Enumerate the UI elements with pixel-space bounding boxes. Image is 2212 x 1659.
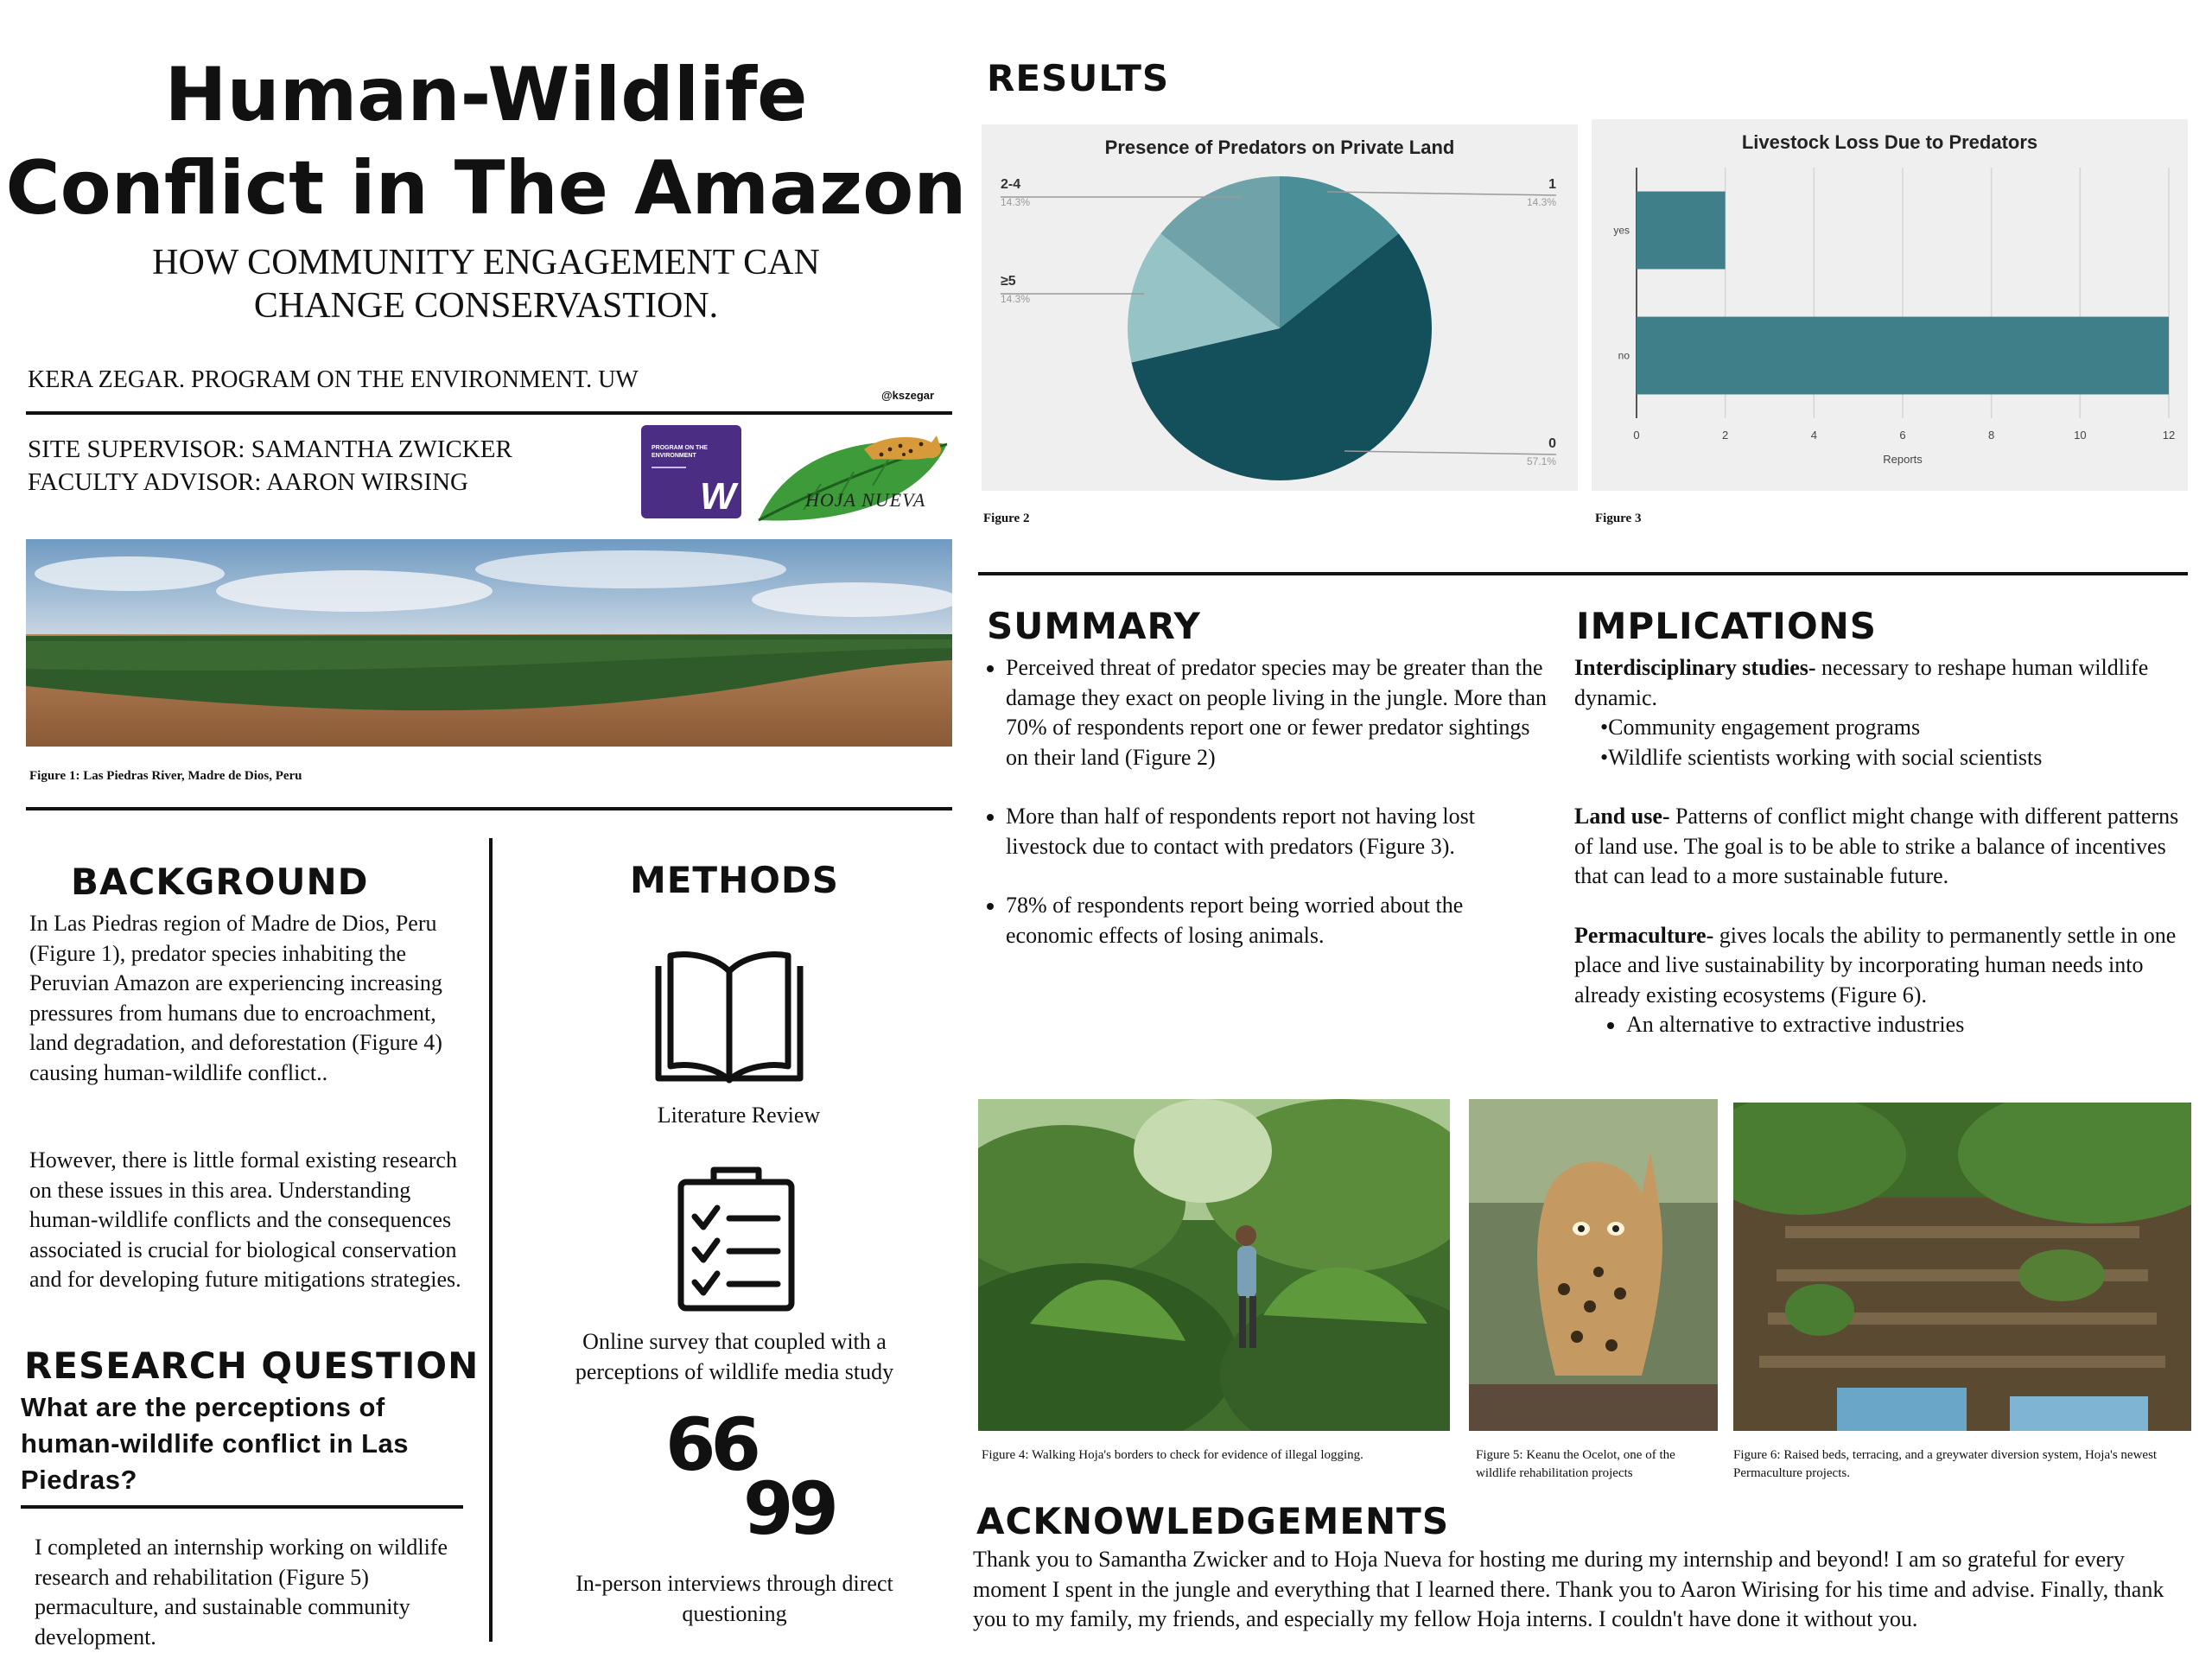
implications-land-use	[1574, 802, 2188, 892]
bar-x-tick-label: 2	[1722, 429, 1729, 442]
acknowledgements-heading: ACKNOWLEDGEMENTS	[976, 1500, 1450, 1542]
pie-label: 0	[1548, 436, 1556, 451]
bar-chart-panel	[1592, 119, 2188, 491]
methods-item-literature: Literature Review	[657, 1103, 821, 1128]
methods-heading: METHODS	[629, 859, 840, 901]
figure6-caption: Figure 6: Raised beds, terracing, and a greywater diversion system, Hoja's newest Permaculture projects.	[1733, 1448, 2158, 1480]
methods-item-interviews: In-person interviews through direct questioning	[575, 1571, 893, 1626]
section-divider-left	[26, 807, 952, 810]
internship-text: I completed an internship working on wildlife research and rehabilitation (Figure 5) permaculture, and sustainable community development.	[35, 1535, 448, 1649]
summary-list	[980, 653, 1550, 980]
title-divider	[26, 411, 952, 415]
research-question-heading: RESEARCH QUESTION	[24, 1344, 480, 1387]
implications-p2-label: Land use-	[1574, 804, 1670, 829]
background-para1: In Las Piedras region of Madre de Dios, Peru (Figure 1), predator species inhabiting the Peruvian Amazon are experiencing increasing pressures from humans due to encroachment, land degradation, and deforestation (Figure 4) causing human-wildlife conflict..	[29, 911, 442, 1085]
hoja-nueva-wordmark: HOJA NUEVA	[805, 489, 926, 511]
pie-label: 2-4	[1001, 177, 1021, 192]
las-piedras-river-photo	[26, 539, 952, 747]
pie-percent-label: 14.3%	[1001, 196, 1031, 208]
figure1-caption: Figure 1: Las Piedras River, Madre de Dios, Peru	[29, 769, 302, 783]
implications-sub2: •Wildlife scientists working with social scientists	[1600, 744, 2043, 770]
uw-program-logo	[641, 425, 741, 518]
pie-label: 1	[1548, 177, 1556, 192]
checklist-icon	[676, 1163, 797, 1312]
bar-chart	[1592, 119, 2188, 491]
summary-bullet: • 78% of respondents report being worried about the economic effects of losing animals.	[1006, 891, 1550, 950]
author-handle: @kszegar	[881, 389, 935, 402]
fig4-jungle-photo	[978, 1099, 1450, 1431]
poster-title-line2: Conflict in The Amazon	[5, 145, 967, 232]
bar-no	[1637, 317, 2169, 395]
bar-chart-title: Livestock Loss Due to Predators	[1741, 131, 2038, 153]
pie-percent-label: 14.3%	[1001, 293, 1031, 305]
pie-leader-line	[1344, 451, 1556, 454]
implications-p3-bullet: • An alternative to extractive industries	[1626, 1010, 2188, 1040]
implications-p3-text: gives locals the ability to permanently settle in one place and live sustainability by incorporating human needs into already existing ecosystems (Figure 6).	[1574, 922, 2177, 1007]
column-divider	[489, 838, 493, 1642]
bar-x-tick-label: 12	[2162, 429, 2176, 442]
bar-x-axis-label: Reports	[1883, 453, 1923, 466]
figure2-caption: Figure 2	[983, 512, 1030, 525]
bar-category-label: no	[1618, 349, 1630, 362]
figure4-caption: Figure 4: Walking Hoja's borders to check for evidence of illegal logging.	[982, 1448, 1363, 1462]
pie-percent-label: 57.1%	[1526, 455, 1556, 467]
pie-label: ≥5	[1001, 274, 1016, 289]
hoja-nueva-logo	[752, 423, 952, 524]
implications-permaculture	[1574, 921, 2188, 1011]
bar-x-tick-label: 10	[2074, 429, 2087, 442]
uw-logo-text: PROGRAM ON THE ENVIRONMENT	[652, 445, 708, 459]
background-para2: However, there is little formal existing research on these issues in this area. Understanding human-wildlife conflicts and the consequences associated is crucial for biological conservation and for developing future mitigations strategies.	[29, 1147, 461, 1292]
poster-title-line1: Human-Wildlife	[164, 52, 808, 138]
summary-bullet: • More than half of respondents report not having lost livestock due to contact with predators (Figure 3).	[1006, 802, 1550, 861]
implications-sub1: •Community engagement programs	[1600, 715, 1921, 740]
implications-body	[1574, 653, 2188, 1040]
implications-heading: IMPLICATIONS	[1576, 605, 1878, 647]
implications-p1-text: necessary to reshape human wildlife dynamic.	[1574, 655, 2149, 710]
fig6-permaculture-photo	[1733, 1103, 2191, 1431]
uw-logo-letter: W	[700, 475, 736, 518]
bar-category-label: yes	[1613, 224, 1630, 237]
author-line: KERA ZEGAR. PROGRAM ON THE ENVIRONMENT. UW	[28, 366, 639, 393]
pie-chart-panel	[982, 124, 1578, 491]
results-divider	[978, 572, 2188, 575]
pie-chart	[982, 124, 1578, 491]
results-heading: RESULTS	[987, 57, 1170, 99]
faculty-advisor: FACULTY ADVISOR: AARON WIRSING	[28, 468, 468, 496]
bar-x-tick-label: 0	[1633, 429, 1640, 442]
quote-open-icon: 66	[665, 1402, 756, 1487]
poster-subtitle-line1: HOW COMMUNITY ENGAGEMENT CAN	[152, 243, 820, 283]
figure3-caption: Figure 3	[1595, 512, 1642, 525]
implications-p2-text: Patterns of conflict might change with different patterns of land use. The goal is to be able to strike a balance of incentives that can lead to a more sustainable future.	[1574, 804, 2179, 888]
figure5-caption: Figure 5: Keanu the Ocelot, one of the wildlife rehabilitation projects	[1476, 1448, 1675, 1480]
fig5-ocelot-photo	[1469, 1099, 1718, 1431]
bar-x-tick-label: 8	[1988, 429, 1995, 442]
background-heading: BACKGROUND	[71, 861, 369, 903]
bar-x-tick-label: 6	[1899, 429, 1906, 442]
implications-p1-label: Interdisciplinary studies-	[1574, 655, 1816, 680]
acknowledgements-text: Thank you to Samantha Zwicker and to Hoja Nueva for hosting me during my internship and beyond! I am so grateful for every moment I spent in the jungle and everything that I learned there. Thank you to Aaron Wirising for his time and advise. Finally, thank you to my family, my friends, and especially my fellow Hoja interns. I couldn't have done it without you.	[973, 1547, 2164, 1631]
summary-heading: SUMMARY	[987, 605, 1201, 647]
summary-bullet: • Perceived threat of predator species may be greater than the damage they exact on people living in the jungle. More than 70% of respondents report one or fewer predator sightings on their land (Figure 2)	[1006, 653, 1550, 772]
book-icon	[653, 945, 805, 1087]
research-question-text: What are the perceptions of human-wildlife conflict in Las Piedras?	[21, 1392, 410, 1495]
pie-percent-label: 14.3%	[1526, 196, 1556, 208]
implications-interdisciplinary	[1574, 653, 2188, 713]
quote-close-icon: 99	[743, 1466, 834, 1551]
bar-x-tick-label: 4	[1810, 429, 1817, 442]
pie-leader-line	[1327, 192, 1556, 195]
research-divider	[21, 1505, 463, 1509]
bar-yes	[1637, 192, 1726, 270]
pie-chart-title: Presence of Predators on Private Land	[1104, 137, 1455, 158]
site-supervisor: SITE SUPERVISOR: SAMANTHA ZWICKER	[28, 435, 512, 463]
implications-p3-label: Permaculture-	[1574, 922, 1714, 948]
poster-subtitle-line2: CHANGE CONSERVASTION.	[253, 286, 719, 326]
methods-item-survey: Online survey that coupled with a perceptions of wildlife media study	[575, 1329, 894, 1384]
